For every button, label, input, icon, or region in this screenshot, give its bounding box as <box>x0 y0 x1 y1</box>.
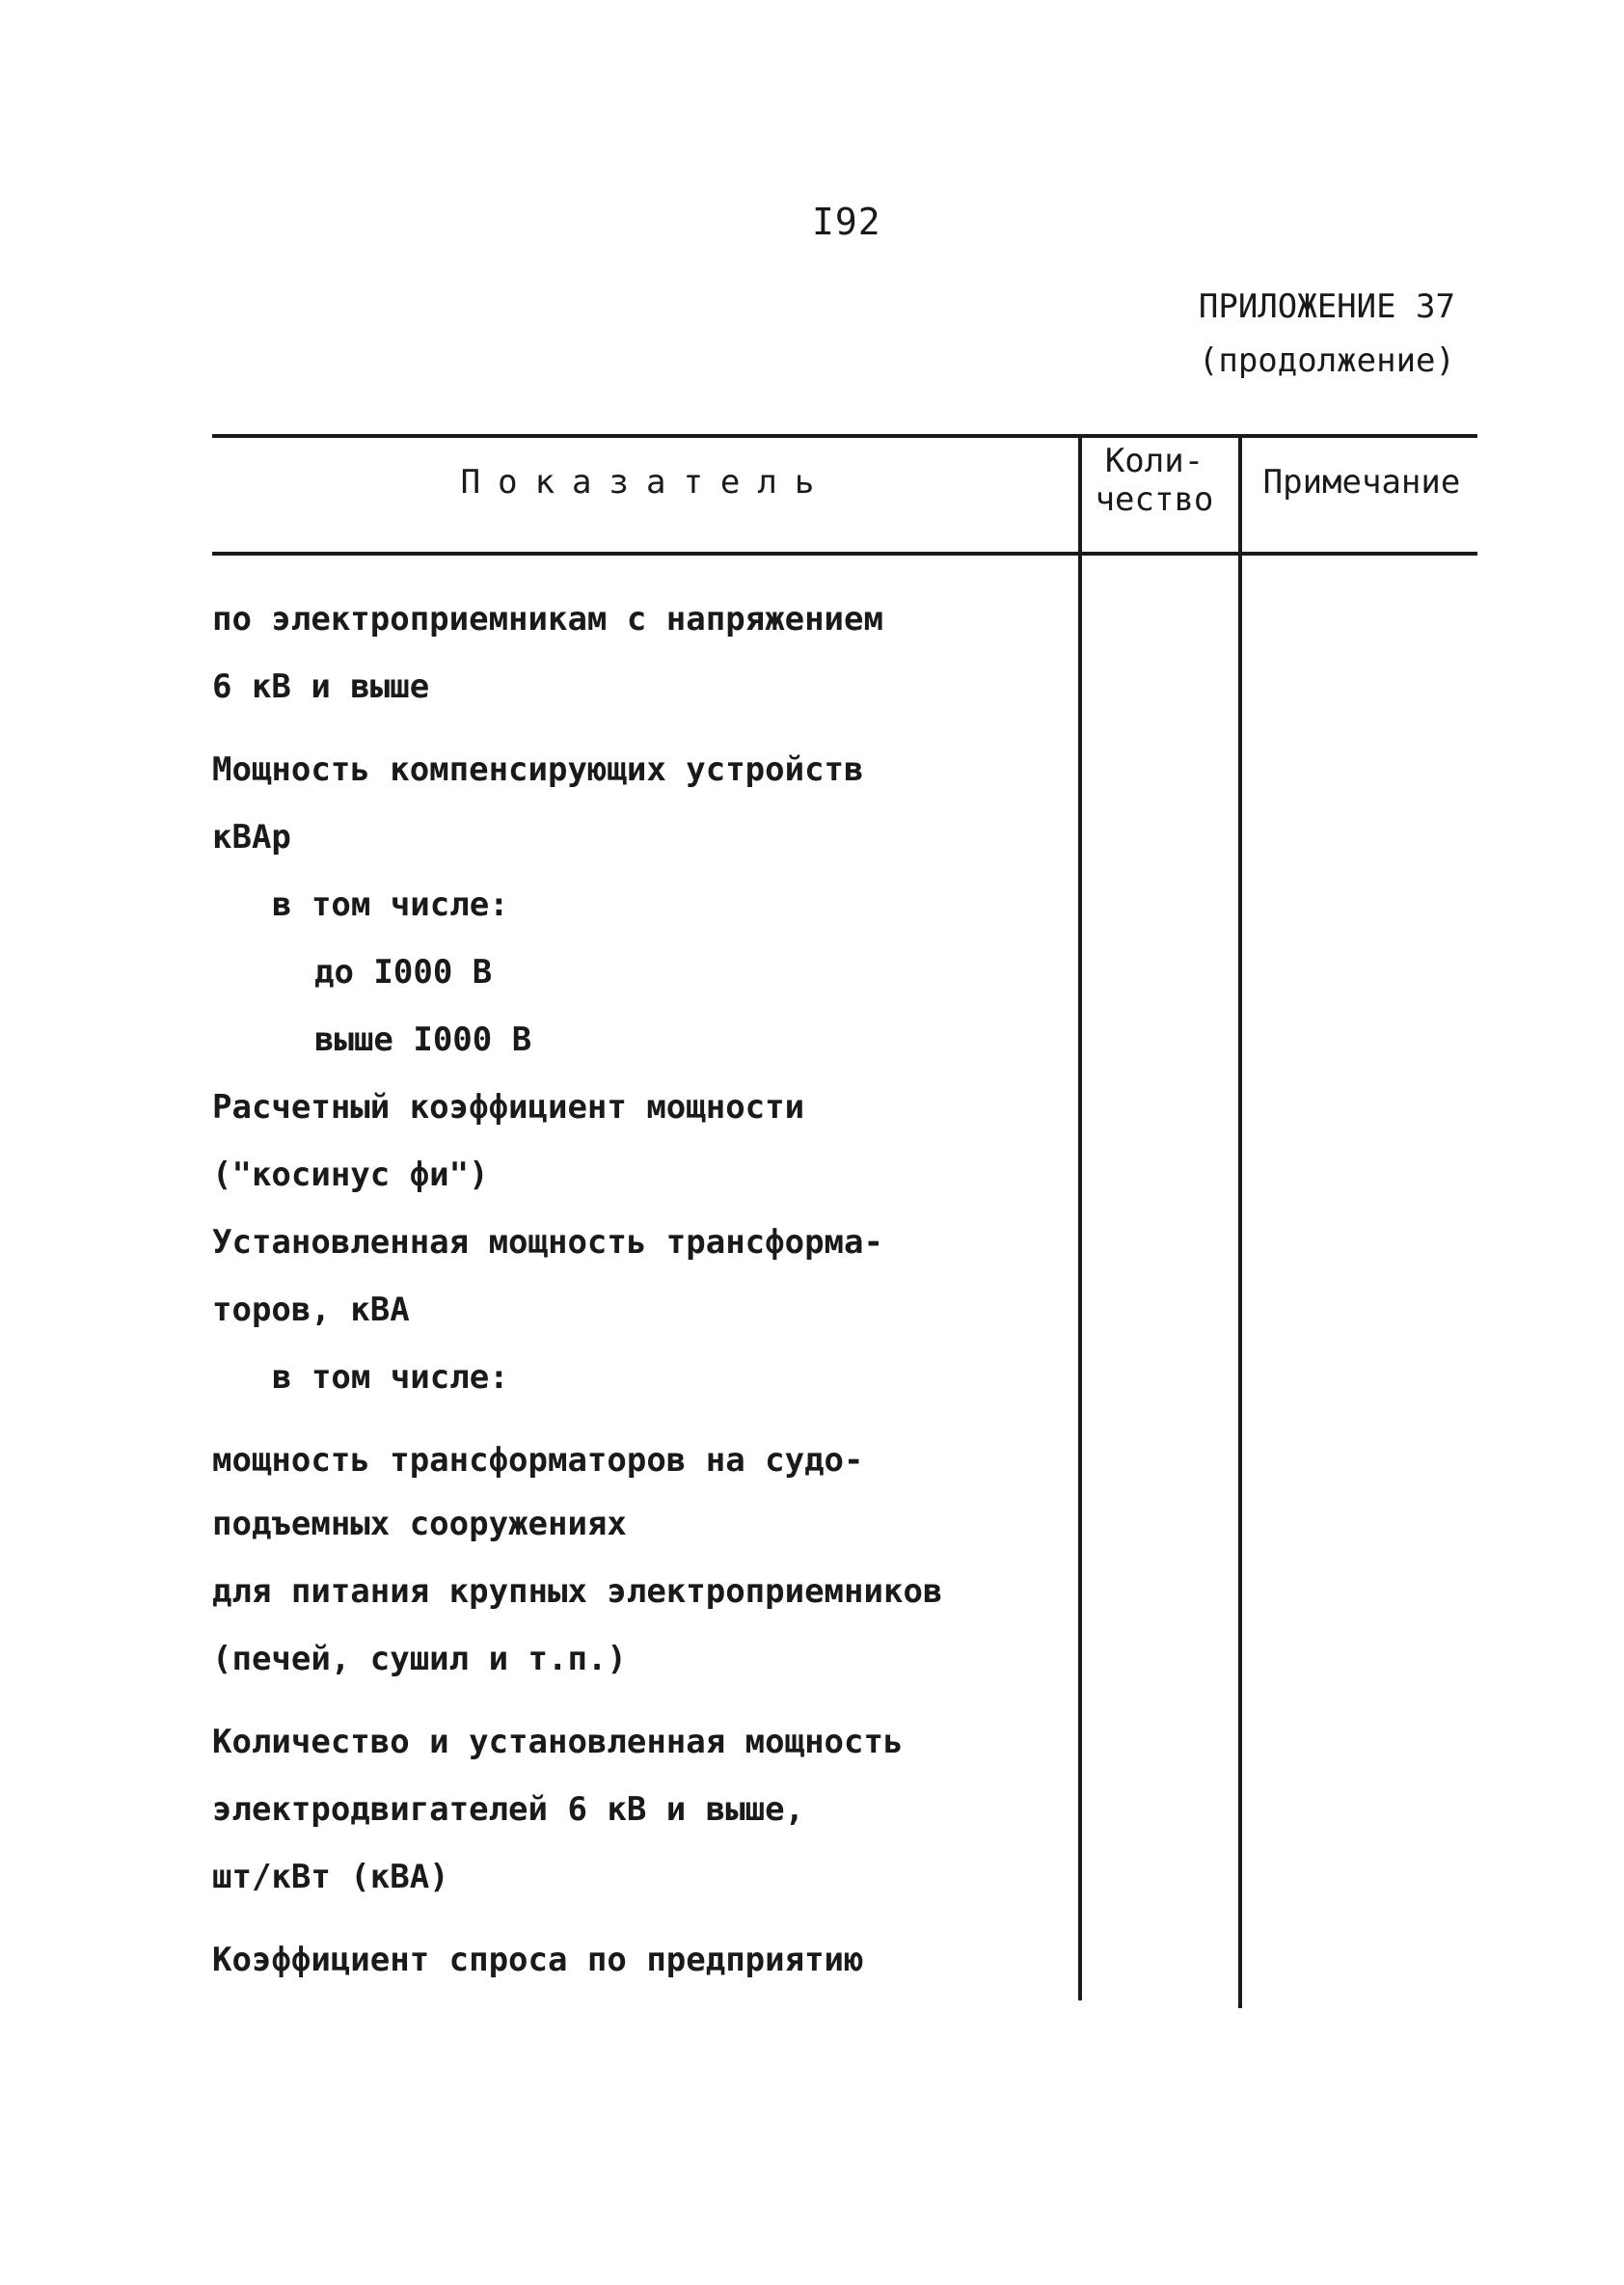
table-row: Коэффициент спроса по предприятию <box>212 1941 864 1979</box>
column-divider-note <box>1238 436 1242 2008</box>
header-quantity-line1: Коли- <box>1104 442 1204 480</box>
table-row: ("косинус фи") <box>212 1156 489 1194</box>
table-row: шт/кВт (кВА) <box>212 1858 449 1896</box>
table-row: электродвигателей 6 кВ и выше, <box>212 1790 805 1829</box>
table-top-rule <box>212 434 1477 438</box>
appendix-title: ПРИЛОЖЕНИЕ 37 <box>1198 287 1455 326</box>
table-row: для питания крупных электроприемников <box>212 1572 943 1611</box>
table-row: до I000 В <box>314 953 493 992</box>
table-row: мощность трансформаторов на судо- <box>212 1441 864 1480</box>
table-row: (печей, сушил и т.п.) <box>212 1640 627 1678</box>
table-row: выше I000 В <box>314 1020 532 1059</box>
appendix-label <box>1199 280 1455 388</box>
table-header-rule <box>212 552 1477 556</box>
table-row: в том числе: <box>272 1358 509 1397</box>
table-row: в том числе: <box>272 885 509 924</box>
table-row: 6 кВ и выше <box>212 667 430 706</box>
table-row: Количество и установленная мощность <box>212 1723 904 1761</box>
table-row: торов, кВА <box>212 1291 410 1329</box>
header-indicator: Показатель <box>460 463 832 502</box>
table-row: по электроприемникам с напряжением <box>212 600 883 639</box>
table-row: кВАр <box>212 818 291 857</box>
appendix-subtitle: (продолжение) <box>1198 341 1455 380</box>
column-divider-qty <box>1078 436 1082 2000</box>
table-row: Установленная мощность трансформа- <box>212 1223 883 1262</box>
table-row: Расчетный коэффициент мощности <box>212 1088 805 1127</box>
table-row: Мощность компенсирующих устройств <box>212 750 864 789</box>
header-note: Примечание <box>1262 463 1461 502</box>
table-row: подъемных сооружениях <box>212 1505 627 1543</box>
page-number: I92 <box>812 201 881 243</box>
header-quantity <box>1076 442 1232 519</box>
header-quantity-line2: чество <box>1095 480 1214 519</box>
